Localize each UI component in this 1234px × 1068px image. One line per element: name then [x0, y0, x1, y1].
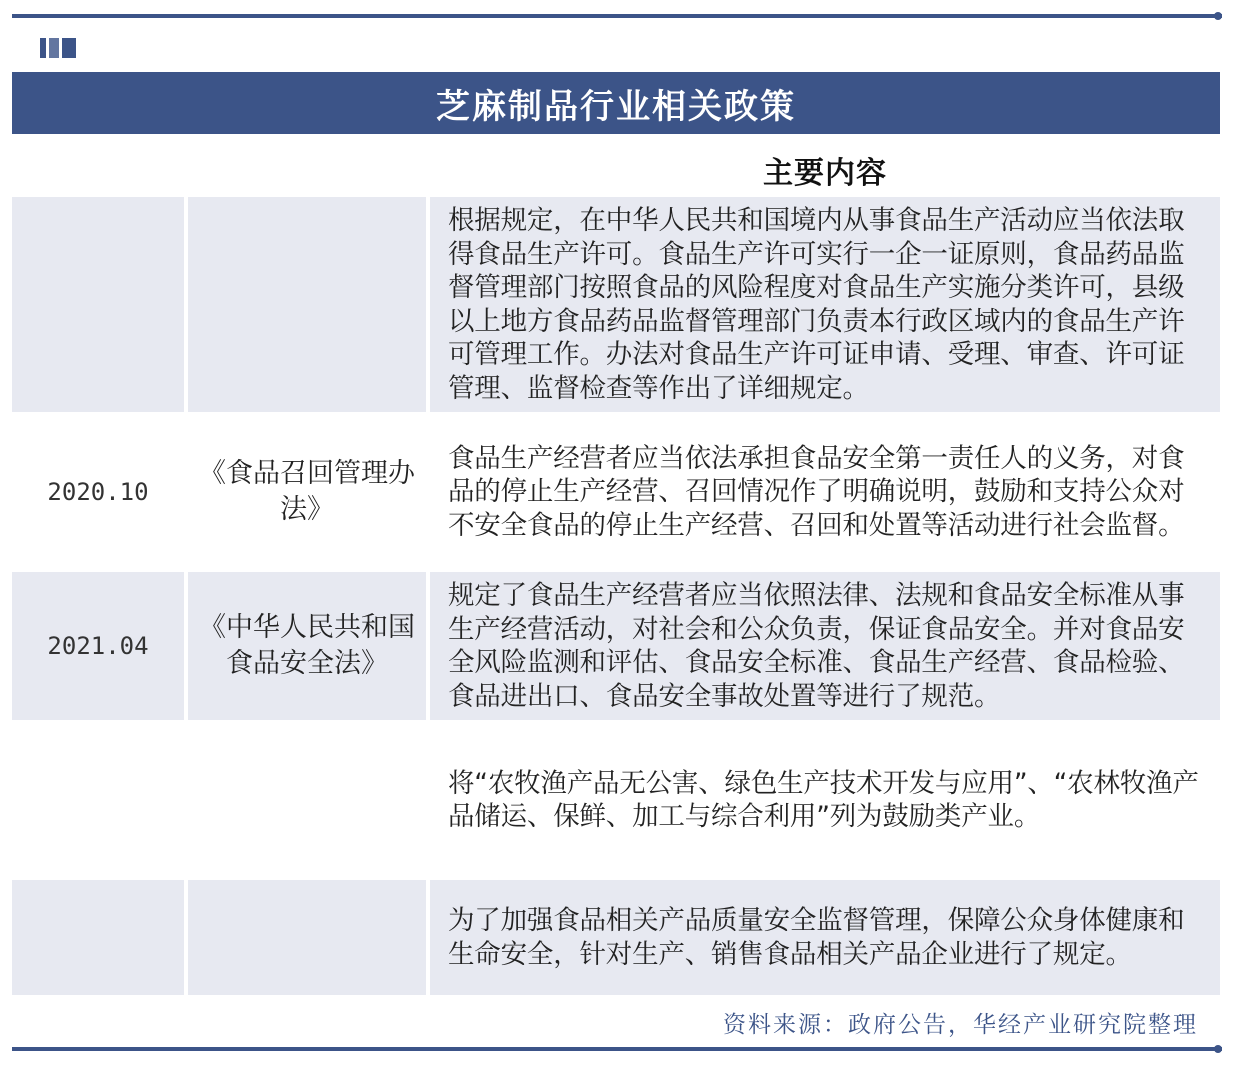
date-cell: [12, 416, 184, 568]
date-cell: [12, 197, 184, 412]
policy-content: 将“农牧渔产品无公害、绿色生产技术开发与应用”、“农林牧渔产品储运、保鲜、加工与综合利用”列为鼓励类产业。: [448, 767, 1199, 832]
table-row: [12, 572, 1220, 720]
content-cell: [430, 724, 1220, 876]
brand-logo-icon: [40, 36, 80, 60]
policy-content: 食品生产经营者应当依法承担食品安全第一责任人的义务，对食品的停止生产经营、召回情况作了明确说明，鼓励和支持公众对不安全食品的停止生产经营、召回和处置等活动进行社会监督。: [448, 442, 1185, 541]
name-cell: [188, 197, 426, 412]
title-bar: [12, 72, 1220, 134]
header-date-cell: [12, 142, 184, 197]
content-cell: [430, 416, 1220, 568]
table-header: [12, 142, 1220, 197]
header-content-cell: [430, 142, 1220, 197]
top-rule: [12, 14, 1222, 18]
header-content: 主要内容: [763, 155, 887, 191]
policy-table: [12, 142, 1220, 999]
date-cell: [12, 880, 184, 995]
name-cell: [188, 572, 426, 720]
policy-content: 根据规定，在中华人民共和国境内从事食品生产活动应当依法取得食品生产许可。食品生产许可实行一企一证原则，食品药品监督管理部门按照食品的风险程度对食品生产实施分类许可，县级以上地方食品药品监督管理部门负责本行政区域内的食品生产许可管理工作。办法对食品生产许可证申请、受理、审查、许可证管理、监督检查等作出了详细规定。: [448, 205, 1185, 404]
header-name-cell: [188, 142, 426, 197]
name-cell: [188, 416, 426, 568]
policy-content: 规定了食品生产经营者应当依照法律、法规和食品安全标准从事生产经营活动，对社会和公众负责，保证食品安全。并对食品安全风险监测和评估、食品安全标准、食品生产经营、食品检验、食品进出口、食品安全事故处置等进行了规范。: [448, 580, 1185, 712]
content-cell: [430, 880, 1220, 995]
policy-date: 2021.04: [47, 632, 149, 660]
table-row: [12, 880, 1220, 995]
name-cell: [188, 724, 426, 876]
content-cell: [430, 197, 1220, 412]
table-row: [12, 724, 1220, 876]
page-title: 芝麻制品行业相关政策: [436, 86, 796, 127]
table-row: [12, 197, 1220, 412]
bottom-rule: [12, 1047, 1222, 1051]
policy-content: 为了加强食品相关产品质量安全监督管理，保障公众身体健康和生命安全，针对生产、销售食品相关产品企业进行了规定。: [448, 905, 1185, 970]
table-row: [12, 416, 1220, 568]
content-cell: [430, 572, 1220, 720]
source-note: 资料来源：政府公告，华经产业研究院整理: [723, 1012, 1198, 1038]
date-cell: [12, 724, 184, 876]
policy-date: 2020.10: [47, 478, 149, 506]
policy-name: 《食品召回管理办法》: [199, 458, 415, 525]
policy-name: 《中华人民共和国食品安全法》: [199, 612, 415, 679]
date-cell: [12, 572, 184, 720]
name-cell: [188, 880, 426, 995]
